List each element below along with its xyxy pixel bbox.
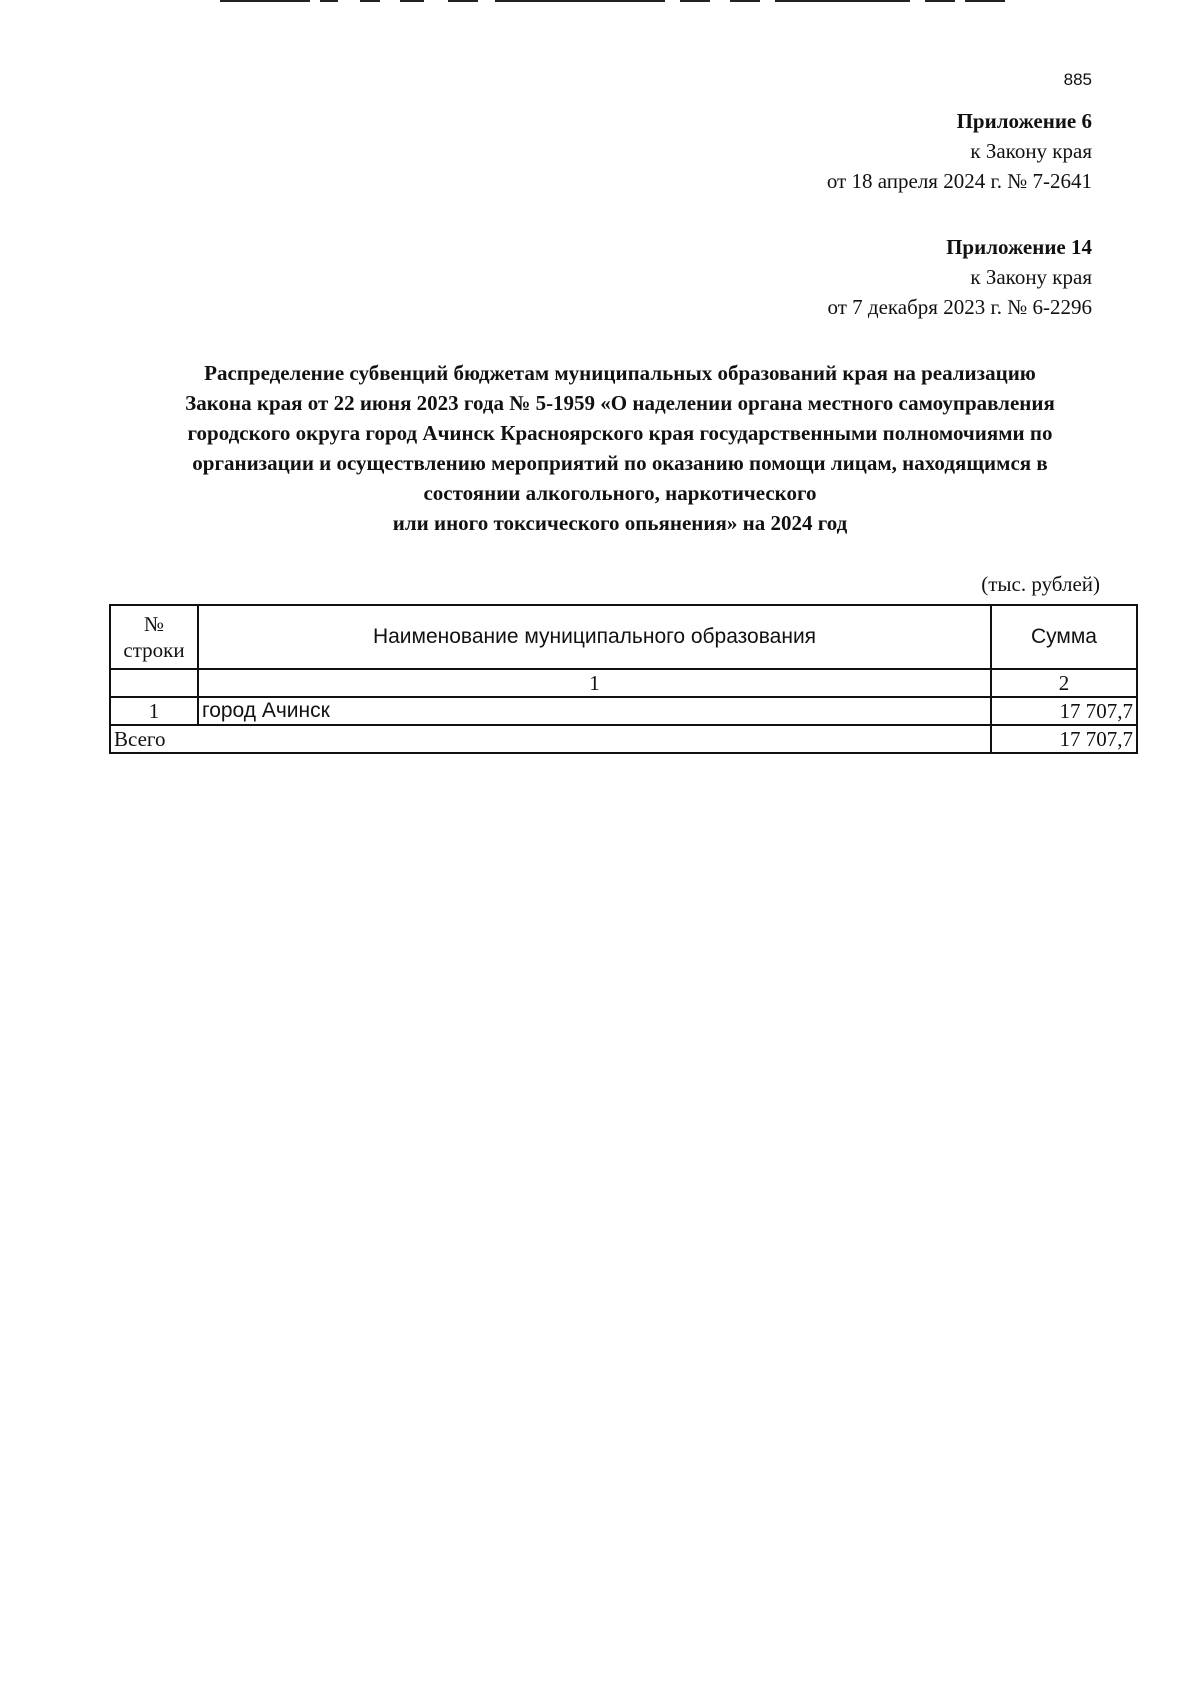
page-number: 885 [1063, 70, 1092, 89]
header-row-number-word: строки [123, 638, 185, 662]
appendix-original-line1: к Закону края [970, 265, 1092, 289]
table-total-row [110, 725, 1137, 753]
scan-artifact-top-border [190, 0, 1120, 4]
document-title [100, 358, 1140, 538]
column-number-num [110, 669, 198, 697]
header-municipality-name: Наименование муниципального образования [198, 605, 991, 669]
units-label: (тыс. рублей) [981, 572, 1100, 596]
total-sum-cell: 17 707,7 [991, 725, 1137, 753]
appendix-original-block [828, 232, 1092, 322]
appendix-current-title: Приложение 6 [956, 109, 1092, 133]
sum-cell: 17 707,7 [991, 697, 1137, 725]
header-row-number [110, 605, 198, 669]
table-row [110, 697, 1137, 725]
municipality-name-cell: город Ачинск [198, 697, 991, 725]
table-header-row [110, 605, 1137, 669]
document-title-line: Закона края от 22 июня 2023 года № 5-1959 «О наделении органа местного самоуправления [185, 391, 1055, 415]
appendix-current-line2: от 18 апреля 2024 г. № 7-2641 [826, 169, 1092, 193]
appendix-original-line2: от 7 декабря 2023 г. № 6-2296 [827, 295, 1092, 319]
row-number-cell: 1 [110, 697, 198, 725]
table-column-numbers-row [110, 669, 1137, 697]
header-row-number-symbol: № [143, 612, 165, 636]
document-title-line: или иного токсического опьянения» на 2024 год [392, 511, 848, 535]
appendix-current-line1: к Закону края [970, 139, 1092, 163]
column-number-sum: 2 [991, 669, 1137, 697]
header-sum: Сумма [991, 605, 1137, 669]
appendix-original-title: Приложение 14 [946, 235, 1092, 259]
column-number-name: 1 [198, 669, 991, 697]
document-title-line: состоянии алкогольного, наркотического [423, 481, 817, 505]
document-title-line: городского округа город Ачинск Красноярского края государственными полномочиями по [187, 421, 1053, 445]
total-label-cell: Всего [110, 725, 991, 753]
appendix-current-block [827, 106, 1092, 196]
document-title-line: организации и осуществлению мероприятий по оказанию помощи лицам, находящимся в [192, 451, 1048, 475]
subvention-table [109, 604, 1138, 754]
document-title-line: Распределение субвенций бюджетам муниципальных образований края на реализацию [204, 361, 1036, 385]
